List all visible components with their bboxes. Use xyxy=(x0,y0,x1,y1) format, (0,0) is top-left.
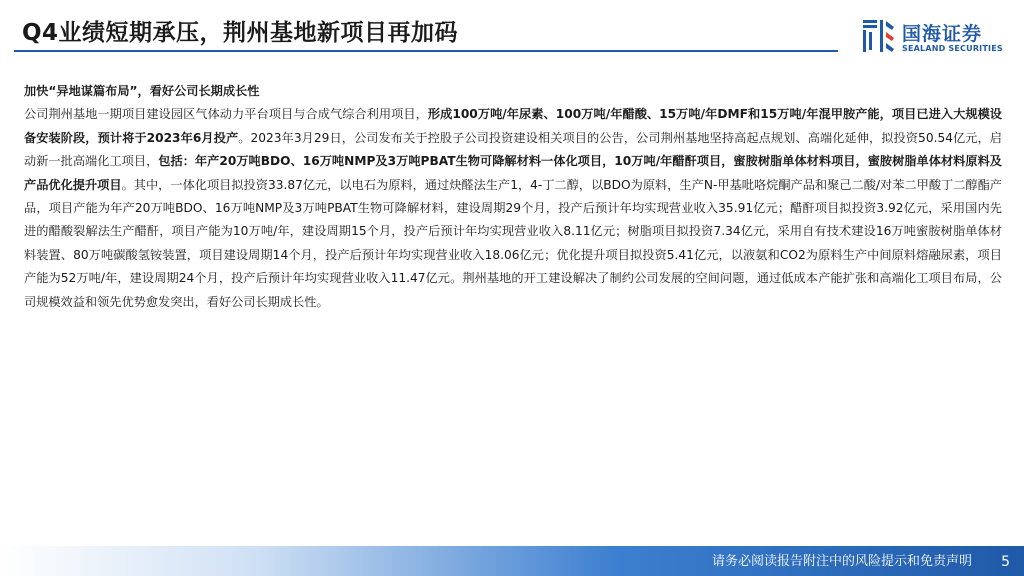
text-segment: 。2023年3月29日，公司发布关于控股子公司投资建设相关项目的公告，公司荆州基地坚持高起点规划、高端化延伸，拟投资50.54亿元，启动新一批高端化工项目， xyxy=(24,130,1002,169)
page-title: Q4业绩短期承压，荆州基地新项目再加码 xyxy=(22,20,459,46)
footer-bar xyxy=(0,546,1024,576)
body-paragraph xyxy=(24,103,1002,314)
page-number: 5 xyxy=(1001,554,1010,570)
sealand-logo-icon xyxy=(862,18,896,54)
highlighted-text-segment: 包括：年产20万吨BDO、16万吨NMP及3万吨PBAT生物可降解材料一体化项目，10万吨/年醋酐项目，蜜胺树脂单体材料项目，蜜胺树脂单体材料原料及产品优化提升项目 xyxy=(24,154,1002,192)
highlighted-text-segment: 形成100万吨/年尿素、100万吨/年醋酸、15万吨/年DMF和15万吨/年混甲胺产能，项目已进入大规模设备安装阶段，预计将于2023年6月投产 xyxy=(24,107,1002,145)
disclaimer-text: 请务必阅读报告附注中的风险提示和免责声明 xyxy=(711,554,972,569)
title-divider xyxy=(14,50,838,52)
company-logo xyxy=(862,18,1012,58)
report-body xyxy=(24,80,1002,314)
section-heading: 加快“异地谋篇布局”，看好公司长期成长性 xyxy=(24,84,260,98)
text-segment: 公司荆州基地一期项目建设园区气体动力平台项目与合成气综合利用项目， xyxy=(24,107,428,122)
text-segment: 。其中，一体化项目拟投资33.87亿元，以电石为原料，通过炔醛法生产1，4-丁二醇，以BDO为原料，生产N-甲基吡咯烷酮产品和聚己二酸/对苯二甲酸丁二醇酯产品，项目产能为年产20万吨BDO、16万吨NMP及3万吨PBAT生物可降解材料，建设周期29个月，投产后预计年均实现营业收入35.91亿元；醋酐项目拟投资3.92亿元，采用国内先进的醋酸裂解法生产醋酐，项目产能为10万吨/年，建设周期15个月，投产后预计年均实现营业收入8.11亿元；树脂项目拟投资7.34亿元，采用自有技术建设16万吨蜜胺树脂单体材料装置、80万吨碳酸氢铵装置，项目建设周期14个月，投产后预计年均实现营业收入18.06亿元；优化提升项目拟投资5.41亿元，以液氨和CO2为原料生产中间原料熔融尿素，项目产能为52万吨/年，建设周期24个月，投产后预计年均实现营业收入11.47亿元。荆州基地的开工建设解决了制约公司发展的空间问题，通过低成本产能扩张和高端化工项目布局，公司规模效益和领先优势愈发突出，看好公司长期成长性。 xyxy=(24,177,1002,309)
logo-english-name: SEALAND SECURITIES xyxy=(902,44,1003,53)
logo-chinese-name: 国海证券 xyxy=(902,23,983,45)
